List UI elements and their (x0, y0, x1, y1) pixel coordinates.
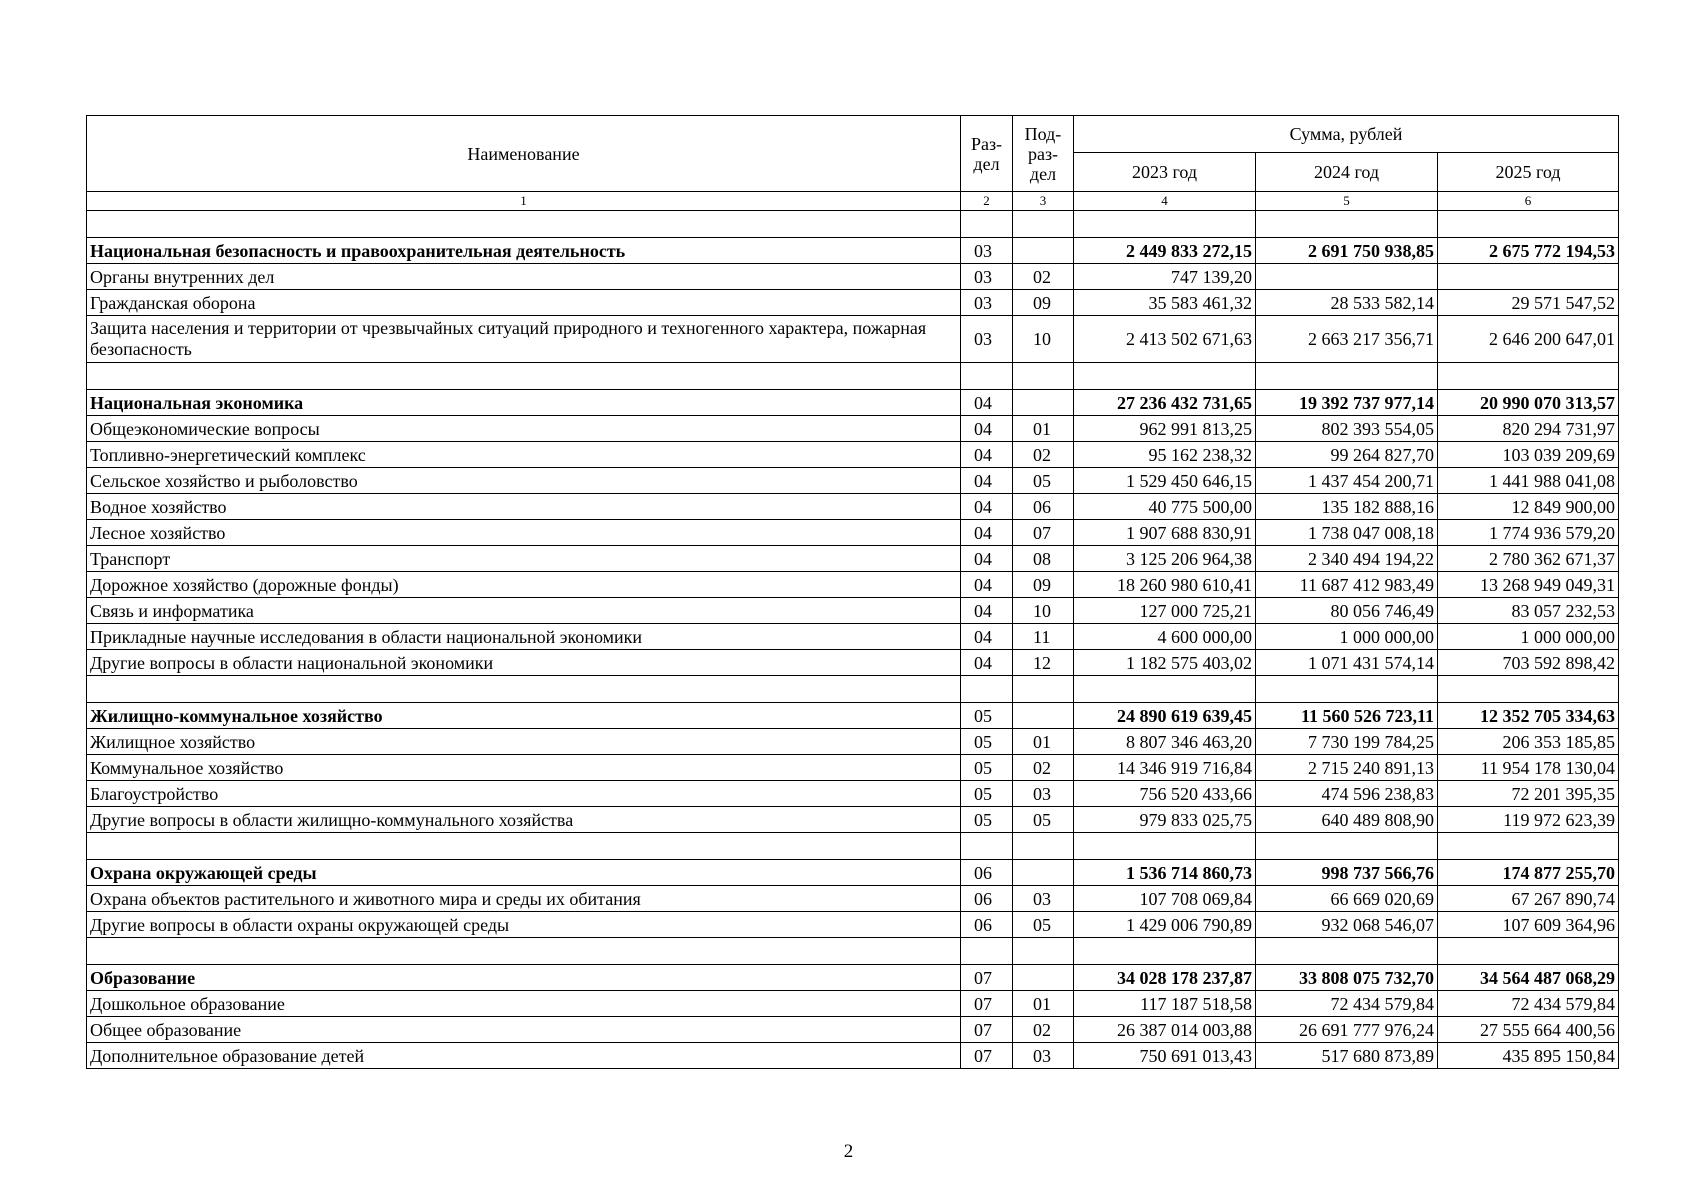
table-row (87, 650, 1619, 676)
empty-cell (961, 211, 1013, 238)
row-amount-2025: 20 990 070 313,57 (1438, 390, 1619, 416)
row-name: Другие вопросы в области жилищно-коммунального хозяйства (87, 807, 961, 833)
header-name: Наименование (87, 116, 961, 192)
row-podrazdel: 05 (1013, 807, 1074, 833)
column-number: 1 (87, 192, 961, 211)
row-name: Жилищное хозяйство (87, 729, 961, 755)
row-amount-2023: 3 125 206 964,38 (1074, 546, 1256, 572)
row-razdel: 06 (961, 912, 1013, 938)
empty-cell (1438, 211, 1619, 238)
row-amount-2023: 2 413 502 671,63 (1074, 316, 1256, 363)
row-razdel: 04 (961, 416, 1013, 442)
row-name: Лесное хозяйство (87, 520, 961, 546)
row-razdel: 04 (961, 598, 1013, 624)
table-row (87, 290, 1619, 316)
row-name: Водное хозяйство (87, 494, 961, 520)
row-podrazdel: 10 (1013, 598, 1074, 624)
table-row (87, 1017, 1619, 1043)
row-amount-2023: 962 991 813,25 (1074, 416, 1256, 442)
row-podrazdel: 10 (1013, 316, 1074, 363)
row-name: Другие вопросы в области охраны окружающей среды (87, 912, 961, 938)
row-razdel: 05 (961, 807, 1013, 833)
row-amount-2023: 4 600 000,00 (1074, 624, 1256, 650)
row-podrazdel (1013, 860, 1074, 886)
section-row (87, 703, 1619, 729)
row-podrazdel (1013, 703, 1074, 729)
empty-cell (87, 833, 961, 860)
row-podrazdel: 02 (1013, 1017, 1074, 1043)
section-row (87, 965, 1619, 991)
row-razdel: 07 (961, 991, 1013, 1017)
row-amount-2023: 14 346 919 716,84 (1074, 755, 1256, 781)
row-amount-2024: 1 738 047 008,18 (1256, 520, 1438, 546)
row-amount-2024: 1 071 431 574,14 (1256, 650, 1438, 676)
row-name: Коммунальное хозяйство (87, 755, 961, 781)
row-amount-2023: 35 583 461,32 (1074, 290, 1256, 316)
table-row (87, 598, 1619, 624)
row-podrazdel: 02 (1013, 264, 1074, 290)
table-row (87, 416, 1619, 442)
row-podrazdel: 01 (1013, 416, 1074, 442)
empty-cell (961, 833, 1013, 860)
empty-cell (1013, 833, 1074, 860)
empty-cell (1074, 938, 1256, 965)
row-amount-2023: 747 139,20 (1074, 264, 1256, 290)
row-podrazdel: 05 (1013, 912, 1074, 938)
header-sum: Сумма, рублей (1074, 116, 1619, 153)
row-razdel: 03 (961, 238, 1013, 264)
row-name: Другие вопросы в области национальной экономики (87, 650, 961, 676)
row-name: Дорожное хозяйство (дорожные фонды) (87, 572, 961, 598)
row-amount-2024: 80 056 746,49 (1256, 598, 1438, 624)
column-number: 3 (1013, 192, 1074, 211)
row-amount-2025: 703 592 898,42 (1438, 650, 1619, 676)
row-amount-2024: 474 596 238,83 (1256, 781, 1438, 807)
row-amount-2025: 29 571 547,52 (1438, 290, 1619, 316)
row-amount-2025: 1 000 000,00 (1438, 624, 1619, 650)
row-amount-2024: 11 560 526 723,11 (1256, 703, 1438, 729)
row-amount-2023: 979 833 025,75 (1074, 807, 1256, 833)
empty-cell (961, 938, 1013, 965)
spacer-row (87, 938, 1619, 965)
row-amount-2025: 72 434 579,84 (1438, 991, 1619, 1017)
empty-cell (87, 938, 961, 965)
table-row (87, 991, 1619, 1017)
row-podrazdel: 09 (1013, 572, 1074, 598)
row-amount-2024: 1 000 000,00 (1256, 624, 1438, 650)
table-row (87, 781, 1619, 807)
row-name: Дополнительное образование детей (87, 1043, 961, 1069)
header-year-2023: 2023 год (1074, 153, 1256, 192)
row-amount-2025: 107 609 364,96 (1438, 912, 1619, 938)
row-razdel: 06 (961, 886, 1013, 912)
empty-cell (87, 211, 961, 238)
row-podrazdel: 05 (1013, 468, 1074, 494)
row-name: Прикладные научные исследования в области национальной экономики (87, 624, 961, 650)
empty-cell (1074, 833, 1256, 860)
row-amount-2025: 103 039 209,69 (1438, 442, 1619, 468)
row-amount-2024: 33 808 075 732,70 (1256, 965, 1438, 991)
row-razdel: 04 (961, 650, 1013, 676)
row-podrazdel (1013, 390, 1074, 416)
row-razdel: 07 (961, 1043, 1013, 1069)
section-row (87, 860, 1619, 886)
row-amount-2023: 117 187 518,58 (1074, 991, 1256, 1017)
empty-cell (1074, 363, 1256, 390)
table-row (87, 624, 1619, 650)
empty-cell (1438, 676, 1619, 703)
row-amount-2025: 1 441 988 041,08 (1438, 468, 1619, 494)
row-amount-2025: 11 954 178 130,04 (1438, 755, 1619, 781)
row-amount-2023: 127 000 725,21 (1074, 598, 1256, 624)
row-razdel: 07 (961, 1017, 1013, 1043)
row-amount-2025: 83 057 232,53 (1438, 598, 1619, 624)
row-razdel: 03 (961, 316, 1013, 363)
row-amount-2023: 8 807 346 463,20 (1074, 729, 1256, 755)
row-podrazdel: 09 (1013, 290, 1074, 316)
row-amount-2025: 174 877 255,70 (1438, 860, 1619, 886)
row-amount-2025: 206 353 185,85 (1438, 729, 1619, 755)
empty-cell (1256, 363, 1438, 390)
empty-cell (961, 363, 1013, 390)
row-amount-2024: 72 434 579,84 (1256, 991, 1438, 1017)
row-podrazdel (1013, 238, 1074, 264)
section-row (87, 390, 1619, 416)
row-amount-2023: 18 260 980 610,41 (1074, 572, 1256, 598)
row-name: Органы внутренних дел (87, 264, 961, 290)
empty-cell (1013, 363, 1074, 390)
row-podrazdel: 03 (1013, 1043, 1074, 1069)
row-amount-2023: 27 236 432 731,65 (1074, 390, 1256, 416)
row-name: Национальная безопасность и правоохранительная деятельность (87, 238, 961, 264)
section-row (87, 238, 1619, 264)
row-razdel: 04 (961, 494, 1013, 520)
row-amount-2023: 1 429 006 790,89 (1074, 912, 1256, 938)
row-razdel: 04 (961, 520, 1013, 546)
table-row (87, 729, 1619, 755)
row-name: Сельское хозяйство и рыболовство (87, 468, 961, 494)
row-amount-2023: 1 907 688 830,91 (1074, 520, 1256, 546)
row-amount-2023: 34 028 178 237,87 (1074, 965, 1256, 991)
row-amount-2024: 998 737 566,76 (1256, 860, 1438, 886)
row-razdel: 06 (961, 860, 1013, 886)
row-amount-2023: 756 520 433,66 (1074, 781, 1256, 807)
row-name: Топливно-энергетический комплекс (87, 442, 961, 468)
table-row (87, 442, 1619, 468)
row-razdel: 04 (961, 442, 1013, 468)
table-row (87, 755, 1619, 781)
spacer-row (87, 363, 1619, 390)
spacer-row (87, 211, 1619, 238)
row-amount-2025: 12 352 705 334,63 (1438, 703, 1619, 729)
row-amount-2024: 1 437 454 200,71 (1256, 468, 1438, 494)
row-podrazdel: 07 (1013, 520, 1074, 546)
row-podrazdel: 03 (1013, 781, 1074, 807)
row-amount-2023: 24 890 619 639,45 (1074, 703, 1256, 729)
row-razdel: 05 (961, 729, 1013, 755)
row-name: Охрана объектов растительного и животного мира и среды их обитания (87, 886, 961, 912)
table-row (87, 264, 1619, 290)
empty-cell (87, 363, 961, 390)
row-name: Гражданская оборона (87, 290, 961, 316)
empty-cell (1013, 211, 1074, 238)
row-razdel: 04 (961, 624, 1013, 650)
row-amount-2025: 72 201 395,35 (1438, 781, 1619, 807)
spacer-row (87, 833, 1619, 860)
row-amount-2025: 1 774 936 579,20 (1438, 520, 1619, 546)
column-number: 4 (1074, 192, 1256, 211)
row-amount-2024: 517 680 873,89 (1256, 1043, 1438, 1069)
row-razdel: 04 (961, 546, 1013, 572)
header-razdel: Раз-дел (961, 116, 1013, 192)
row-amount-2025 (1438, 264, 1619, 290)
empty-cell (1438, 938, 1619, 965)
empty-cell (1074, 211, 1256, 238)
empty-cell (87, 676, 961, 703)
row-amount-2023: 40 775 500,00 (1074, 494, 1256, 520)
row-razdel: 05 (961, 703, 1013, 729)
row-podrazdel: 01 (1013, 729, 1074, 755)
row-amount-2023: 1 529 450 646,15 (1074, 468, 1256, 494)
table-row (87, 494, 1619, 520)
row-podrazdel: 03 (1013, 886, 1074, 912)
empty-cell (1256, 833, 1438, 860)
row-amount-2024: 802 393 554,05 (1256, 416, 1438, 442)
row-amount-2023: 2 449 833 272,15 (1074, 238, 1256, 264)
header-podrazdel: Под-раз-дел (1013, 116, 1074, 192)
row-amount-2025: 119 972 623,39 (1438, 807, 1619, 833)
row-name: Общеэкономические вопросы (87, 416, 961, 442)
row-name: Связь и информатика (87, 598, 961, 624)
row-name: Общее образование (87, 1017, 961, 1043)
row-amount-2024: 11 687 412 983,49 (1256, 572, 1438, 598)
row-name: Жилищно-коммунальное хозяйство (87, 703, 961, 729)
row-amount-2024: 135 182 888,16 (1256, 494, 1438, 520)
row-name: Защита населения и территории от чрезвычайных ситуаций природного и техногенного характера, пожарная безопасность (87, 316, 961, 363)
page-number: 2 (843, 1141, 854, 1162)
row-amount-2025: 67 267 890,74 (1438, 886, 1619, 912)
row-name: Транспорт (87, 546, 961, 572)
empty-cell (1013, 938, 1074, 965)
row-amount-2025: 12 849 900,00 (1438, 494, 1619, 520)
row-name: Дошкольное образование (87, 991, 961, 1017)
row-amount-2024: 932 068 546,07 (1256, 912, 1438, 938)
table-row (87, 912, 1619, 938)
empty-cell (1256, 211, 1438, 238)
table-row (87, 807, 1619, 833)
row-amount-2025: 27 555 664 400,56 (1438, 1017, 1619, 1043)
row-podrazdel: 08 (1013, 546, 1074, 572)
empty-cell (1438, 833, 1619, 860)
row-amount-2023: 95 162 238,32 (1074, 442, 1256, 468)
row-amount-2023: 26 387 014 003,88 (1074, 1017, 1256, 1043)
row-amount-2025: 820 294 731,97 (1438, 416, 1619, 442)
empty-cell (1013, 676, 1074, 703)
row-amount-2023: 1 182 575 403,02 (1074, 650, 1256, 676)
row-amount-2024: 19 392 737 977,14 (1256, 390, 1438, 416)
budget-table (86, 115, 1619, 1069)
row-amount-2024: 2 663 217 356,71 (1256, 316, 1438, 363)
row-podrazdel: 02 (1013, 442, 1074, 468)
row-podrazdel: 11 (1013, 624, 1074, 650)
row-amount-2025: 2 646 200 647,01 (1438, 316, 1619, 363)
header-year-2024: 2024 год (1256, 153, 1438, 192)
header-year-2025: 2025 год (1438, 153, 1619, 192)
spacer-row (87, 676, 1619, 703)
table-row (87, 886, 1619, 912)
row-podrazdel (1013, 965, 1074, 991)
row-amount-2025: 34 564 487 068,29 (1438, 965, 1619, 991)
row-amount-2025: 435 895 150,84 (1438, 1043, 1619, 1069)
row-razdel: 05 (961, 755, 1013, 781)
table-row (87, 316, 1619, 363)
row-name: Охрана окружающей среды (87, 860, 961, 886)
row-amount-2023: 107 708 069,84 (1074, 886, 1256, 912)
row-razdel: 05 (961, 781, 1013, 807)
row-amount-2025: 2 675 772 194,53 (1438, 238, 1619, 264)
empty-cell (1256, 676, 1438, 703)
row-name: Национальная экономика (87, 390, 961, 416)
row-amount-2025: 2 780 362 671,37 (1438, 546, 1619, 572)
table-row (87, 468, 1619, 494)
row-razdel: 04 (961, 390, 1013, 416)
column-number: 5 (1256, 192, 1438, 211)
column-number: 2 (961, 192, 1013, 211)
row-name: Благоустройство (87, 781, 961, 807)
table-row (87, 546, 1619, 572)
row-amount-2025: 13 268 949 049,31 (1438, 572, 1619, 598)
empty-cell (961, 676, 1013, 703)
table-row (87, 1043, 1619, 1069)
row-amount-2024: 66 669 020,69 (1256, 886, 1438, 912)
row-amount-2024: 26 691 777 976,24 (1256, 1017, 1438, 1043)
row-amount-2024: 7 730 199 784,25 (1256, 729, 1438, 755)
column-number: 6 (1438, 192, 1619, 211)
row-podrazdel: 01 (1013, 991, 1074, 1017)
row-amount-2024: 99 264 827,70 (1256, 442, 1438, 468)
empty-cell (1074, 676, 1256, 703)
table-row (87, 520, 1619, 546)
row-razdel: 04 (961, 468, 1013, 494)
row-razdel: 03 (961, 264, 1013, 290)
row-razdel: 03 (961, 290, 1013, 316)
row-amount-2024: 640 489 808,90 (1256, 807, 1438, 833)
empty-cell (1256, 938, 1438, 965)
row-name: Образование (87, 965, 961, 991)
empty-cell (1438, 363, 1619, 390)
row-amount-2023: 1 536 714 860,73 (1074, 860, 1256, 886)
row-podrazdel: 06 (1013, 494, 1074, 520)
table-body (87, 211, 1619, 1069)
row-amount-2024: 2 691 750 938,85 (1256, 238, 1438, 264)
row-amount-2024: 28 533 582,14 (1256, 290, 1438, 316)
row-podrazdel: 02 (1013, 755, 1074, 781)
row-podrazdel: 12 (1013, 650, 1074, 676)
table-header (87, 116, 1619, 211)
row-amount-2024: 2 715 240 891,13 (1256, 755, 1438, 781)
row-amount-2023: 750 691 013,43 (1074, 1043, 1256, 1069)
row-razdel: 07 (961, 965, 1013, 991)
row-razdel: 04 (961, 572, 1013, 598)
table-row (87, 572, 1619, 598)
row-amount-2024 (1256, 264, 1438, 290)
row-amount-2024: 2 340 494 194,22 (1256, 546, 1438, 572)
